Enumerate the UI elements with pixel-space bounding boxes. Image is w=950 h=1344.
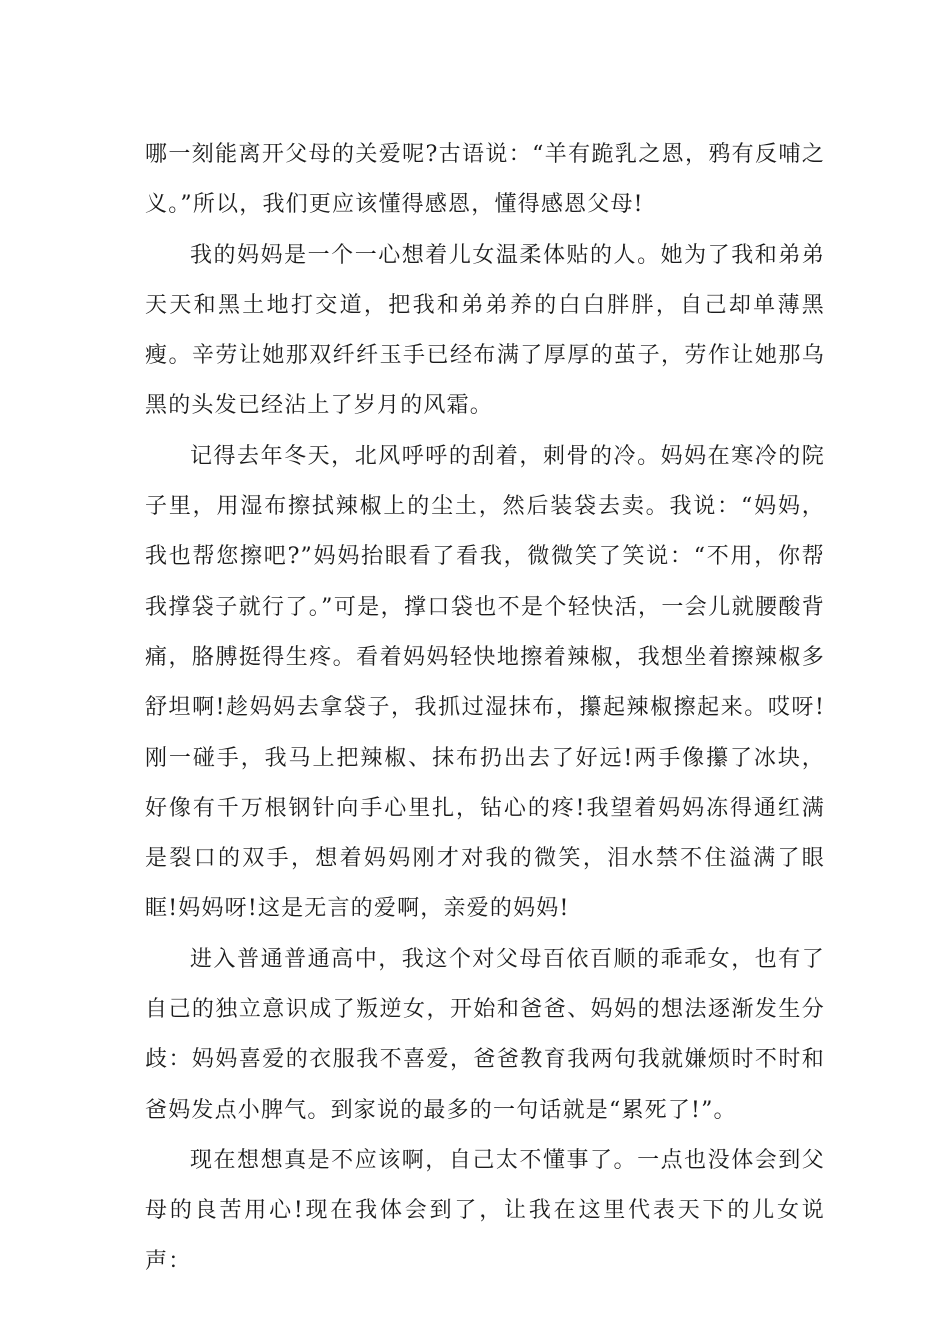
paragraph-3: 记得去年冬天，北风呼呼的刮着，刺骨的冷。妈妈在寒冷的院子里，用湿布擦拭辣椒上的尘土，然后装袋去卖。我说：“妈妈，我也帮您擦吧?”妈妈抬眼看了看我，微微笑了笑说：“不用，你帮我撑袋子就行了。”可是，撑口袋也不是个轻快活，一会儿就腰酸背痛，胳膊挺得生疼。看着妈妈轻快地擦着辣椒，我想坐着擦辣椒多舒坦啊!趁妈妈去拿袋子，我抓过湿抹布，攥起辣椒擦起来。哎呀!刚一碰手，我马上把辣椒、抹布扔出去了好远!两手像攥了冰块，好像有千万根钢针向手心里扎，钻心的疼!我望着妈妈冻得通红满是裂口的双手，想着妈妈刚才对我的微笑，泪水禁不住溢满了眼眶!妈妈呀!这是无言的爱啊，亲爱的妈妈!: [145, 443, 825, 922]
paragraph-2: 我的妈妈是一个一心想着儿女温柔体贴的人。她为了我和弟弟天天和黑土地打交道，把我和弟弟养的白白胖胖，自己却单薄黑瘦。辛劳让她那双纤纤玉手已经布满了厚厚的茧子，劳作让她那乌黑的头发已经沾上了岁月的风霜。: [145, 242, 825, 419]
paragraph-5: 现在想想真是不应该啊，自己太不懂事了。一点也没体会到父母的良苦用心!现在我体会到了，让我在这里代表天下的儿女说声：: [145, 1147, 825, 1274]
paragraph-4: 进入普通普通高中，我这个对父母百依百顺的乖乖女，也有了自己的独立意识成了叛逆女，开始和爸爸、妈妈的想法逐渐发生分歧：妈妈喜爱的衣服我不喜爱，爸爸教育我两句我就嫌烦时不时和爸妈发点小脾气。到家说的最多的一句话就是“累死了!”。: [145, 946, 825, 1123]
document-body: [145, 130, 825, 1287]
paragraph-1: 哪一刻能离开父母的关爱呢?古语说：“羊有跪乳之恩，鸦有反哺之义。”所以，我们更应该懂得感恩，懂得感恩父母!: [145, 142, 825, 218]
